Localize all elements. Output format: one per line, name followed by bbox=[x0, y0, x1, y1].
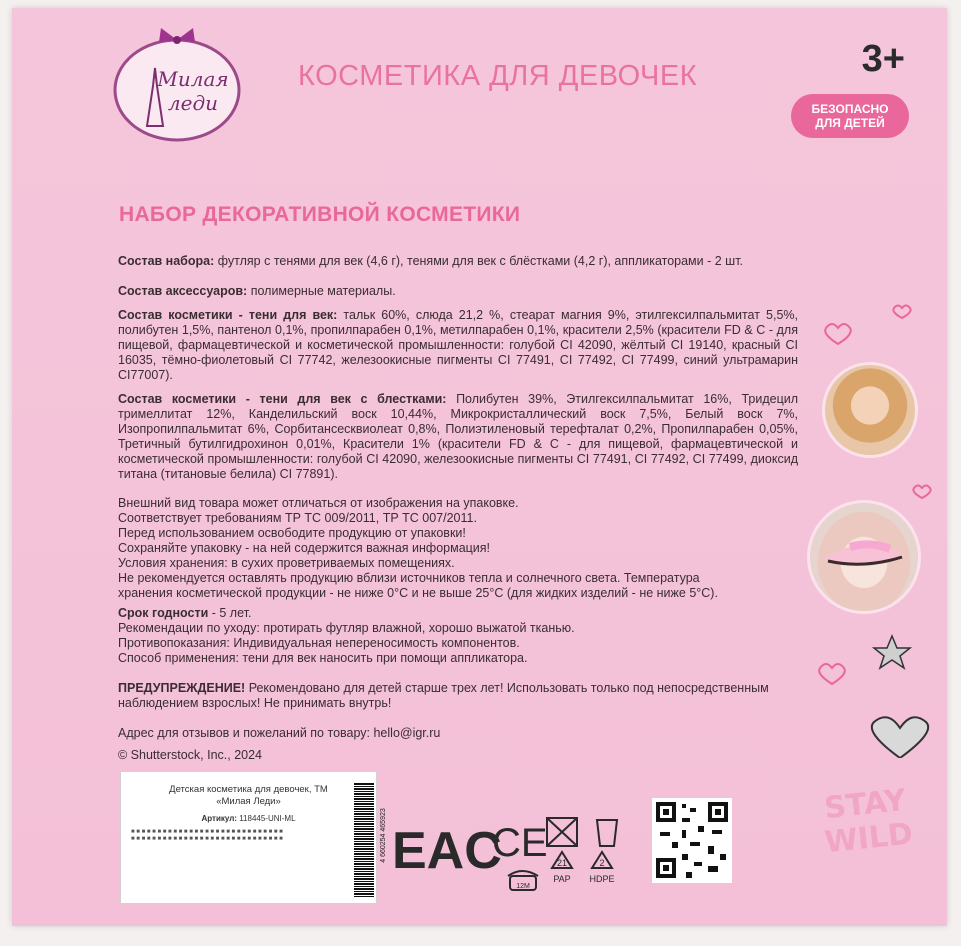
care-block bbox=[118, 606, 798, 666]
logo-text-1: Милая bbox=[157, 67, 229, 91]
barcode bbox=[354, 782, 374, 897]
address: Адрес для отзывов и пожеланий по товару: hello@igr.ru bbox=[118, 726, 441, 740]
warning bbox=[118, 681, 798, 711]
shadow-label: Состав косметики - тени для век: bbox=[118, 308, 338, 322]
shelf-label: Срок годности bbox=[118, 606, 209, 620]
package-back bbox=[12, 8, 947, 926]
info-line: Сохраняйте упаковку - на ней содержится важная информация! bbox=[118, 541, 491, 555]
care-line: Рекомендации по уходу: протирать футляр влажной, хорошо выжатой тканью. bbox=[118, 621, 575, 635]
label-line-2: «Милая Леди» bbox=[216, 796, 281, 807]
product-label bbox=[120, 771, 387, 904]
page-title: КОСМЕТИКА ДЛЯ ДЕВОЧЕК bbox=[298, 60, 698, 92]
shelf-life bbox=[118, 606, 798, 621]
info-line: Условия хранения: в сухих проветриваемых помещениях. bbox=[118, 556, 455, 570]
set-label: Состав набора: bbox=[118, 254, 215, 268]
eac-mark: EAC bbox=[392, 822, 502, 880]
warning-text: Рекомендовано для детей старше трех лет! Использовать только под непосредственным наблюдением взрослых! Не принимать внутрь! bbox=[118, 681, 769, 710]
section-heading: НАБОР ДЕКОРАТИВНОЙ КОСМЕТИКИ bbox=[119, 203, 521, 226]
glitter-label: Состав косметики - тени для век с блестками: bbox=[118, 392, 447, 406]
info-line: хранения косметической продукции - не ниже 0°С и не выше 25°С (для жидких изделий - не ниже 5°С). bbox=[118, 586, 718, 600]
hdpe-label: HDPE bbox=[589, 874, 615, 884]
ce-mark: CE bbox=[492, 821, 548, 865]
safe-line-1: БЕЗОПАСНО bbox=[811, 102, 889, 116]
barcode-number: 4 660254 465923 bbox=[379, 808, 387, 863]
label-product-name bbox=[121, 784, 376, 808]
care-line: Противопоказания: Индивидуальная непереносимость компонентов. bbox=[118, 636, 520, 650]
hdpe-number: 2 bbox=[599, 858, 605, 868]
logo-text-2: леди bbox=[167, 91, 219, 115]
age-mark: 3+ bbox=[861, 38, 905, 80]
info-line: Внешний вид товара может отличаться от изображения на упаковке. bbox=[118, 496, 519, 510]
copyright: © Shutterstock, Inc., 2024 bbox=[118, 748, 263, 762]
accessories bbox=[118, 284, 798, 299]
label-article bbox=[121, 814, 376, 823]
pap-label: PAP bbox=[553, 874, 571, 884]
wild-text: WILD bbox=[822, 816, 915, 861]
pink-panel bbox=[12, 8, 947, 926]
label-line-1: Детская косметика для девочек, ТМ bbox=[169, 784, 328, 795]
pp-number: 21 bbox=[556, 858, 568, 868]
safe-badge bbox=[791, 94, 909, 138]
warning-label: ПРЕДУПРЕЖДЕНИЕ! bbox=[118, 681, 246, 695]
shadow-composition bbox=[118, 308, 798, 383]
qr-code bbox=[652, 798, 732, 883]
set-composition bbox=[118, 254, 798, 269]
acc-text: полимерные материалы. bbox=[247, 284, 396, 298]
stay-wild-mark bbox=[809, 782, 926, 861]
glitter-text: Полибутен 39%, Этилгексилпальмитат 16%, Тридецил тримеллитат 12%, Канделильский воск 10,44%, Микрокристаллический воск 7,5%, Белый воск 7%, Изопропилпальмитат 6%, Сорбитансесквиолеат 0,8%, Полиэтиленовый терефталат 0,2%, Пропилпарабен 0,05%, Третичный бутилгидрохинон 0,01%, Красители 1% (красители FD & C - для пищевой, фармацевтической и косметической промышленности: голубой CI 42090, железоокисные пигменты CI 77491, CI 77492, CI 77499, диоксид титана (титановые белила) CI 77891). bbox=[118, 392, 798, 481]
hearts-decor bbox=[812, 298, 952, 758]
info-line: Перед использованием освободите продукцию от упаковки! bbox=[118, 526, 466, 540]
shadow-text: тальк 60%, слюда 21,2 %, стеарат магния 9%, этилгексилпальмитат 5,5%, полибутен 1,5%, пантенол 0,1%, пропилпарабен 0,1%, метилпарабен 0,1%, красители 2,5% (красители FD & C - для пищевой, фармацевтической и косметической промышленности: голубой CI 42090, жёлтый CI 19140, красный CI 16035, тёмно-фиолетовый CI 77742, железоокисные пигменты CI 77491, CI 77492, CI 77499, синий ультрамарин CI77007). bbox=[118, 308, 798, 382]
article-label: Артикул: bbox=[201, 814, 237, 823]
set-text: футляр с тенями для век (4,6 г), тенями для век с блёстками (4,2 г), аппликаторами - 2 шт. bbox=[214, 254, 744, 268]
care-line: Способ применения: тени для век наносить при помощи аппликатора. bbox=[118, 651, 528, 665]
safe-line-2: ДЛЯ ДЕТЕЙ bbox=[815, 116, 885, 130]
stay-text: STAY bbox=[822, 782, 908, 827]
info-block bbox=[118, 496, 798, 601]
shelf-text: - 5 лет. bbox=[208, 606, 252, 620]
label-fine-print: ■ ■ ■ ■ ■ ■ ■ ■ ■ ■ ■ ■ ■ ■ ■ ■ ■ ■ ■ ■ ■ ■ ■ ■ ■ ■ ■ ■ ■ ■ ■ ■ ■ ■ ■ ■ ■ ■ ■ ■ ■ ■ ■ ■ ■ ■ ■ ■ ■ ■ ■ ■ ■ ■ ■ ■ ■ ■ bbox=[131, 829, 283, 842]
info-line: Не рекомендуется оставлять продукцию вблизи источников тепла и солнечного света. Температура bbox=[118, 571, 700, 585]
article-value: 118445-UNI-ML bbox=[239, 814, 296, 823]
certification-marks bbox=[392, 798, 632, 908]
glitter-composition bbox=[118, 392, 798, 482]
brand-logo bbox=[107, 26, 247, 146]
info-line: Соответствует требованиям ТР ТС 009/2011, ТР ТС 007/2011. bbox=[118, 511, 477, 525]
period-after-opening: 12M bbox=[516, 883, 530, 890]
acc-label: Состав аксессуаров: bbox=[118, 284, 248, 298]
